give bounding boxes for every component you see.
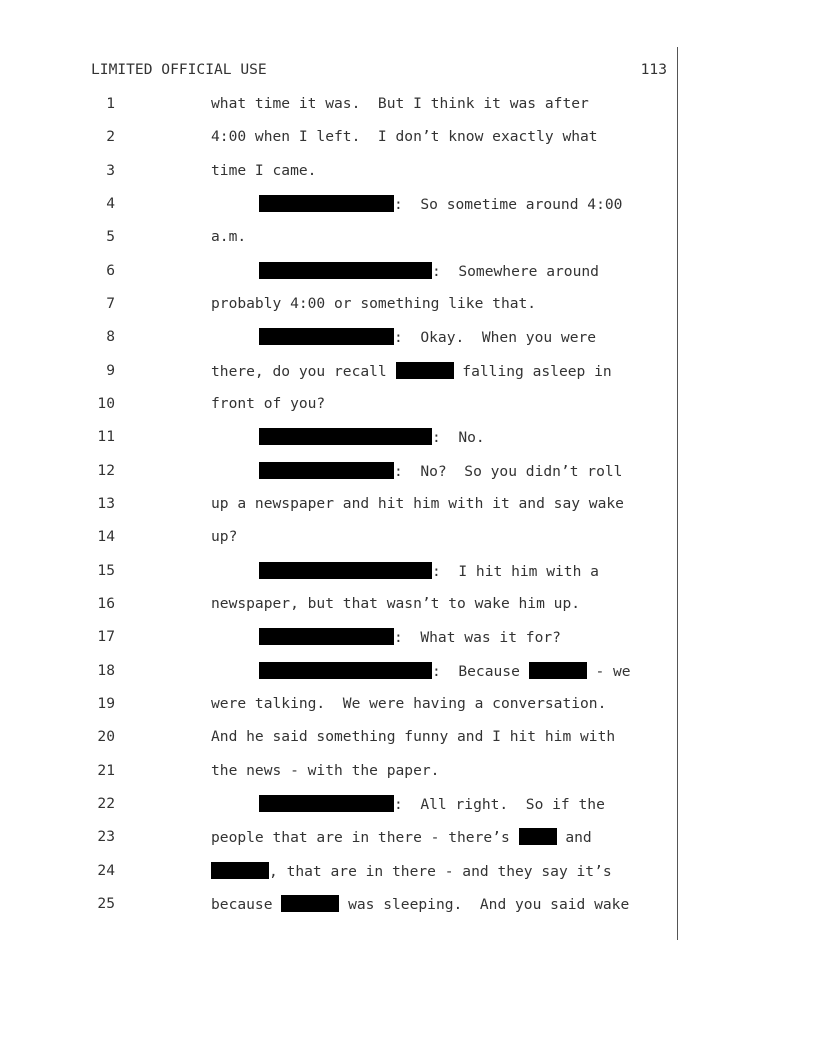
line-number: 23 bbox=[97, 828, 115, 845]
redaction-block bbox=[259, 628, 394, 645]
line-text bbox=[259, 795, 605, 813]
line-text-segment: - we bbox=[586, 663, 631, 680]
line-text-segment: And he said something funny and I hit him with bbox=[211, 728, 616, 745]
line-text-segment: newspaper, but that wasn’t to wake him up. bbox=[211, 595, 581, 612]
line-text-segment: probably 4:00 or something like that. bbox=[211, 295, 537, 312]
line-text bbox=[211, 295, 536, 312]
line-text bbox=[211, 762, 439, 779]
line-text-segment: what time it was. But I think it was after bbox=[211, 95, 589, 112]
redaction-block bbox=[281, 895, 339, 912]
line-number: 7 bbox=[106, 295, 115, 312]
line-number: 13 bbox=[97, 495, 115, 512]
line-text bbox=[211, 495, 624, 512]
line-text-segment: : Because bbox=[432, 663, 529, 680]
line-text-segment: : No. bbox=[432, 429, 485, 446]
line-text-segment: : Okay. When you were bbox=[394, 329, 597, 346]
redaction-block bbox=[259, 195, 394, 212]
line-text-segment: front of you? bbox=[211, 395, 326, 412]
line-text bbox=[211, 162, 316, 179]
redaction-block bbox=[259, 562, 432, 579]
line-text-segment: 4:00 when I left. I don’t know exactly what bbox=[211, 128, 598, 145]
line-text bbox=[211, 528, 237, 545]
line-text bbox=[211, 895, 629, 913]
redaction-block bbox=[259, 662, 432, 679]
line-text bbox=[211, 95, 589, 112]
line-text-segment: : No? So you didn’t roll bbox=[394, 463, 623, 480]
line-number: 3 bbox=[106, 162, 115, 179]
redaction-block bbox=[259, 262, 432, 279]
margin-rule bbox=[677, 47, 678, 940]
line-text bbox=[211, 362, 612, 380]
line-number: 17 bbox=[97, 628, 115, 645]
redaction-block bbox=[259, 462, 394, 479]
line-number: 10 bbox=[97, 395, 115, 412]
redaction-block bbox=[259, 795, 394, 812]
line-number: 1 bbox=[106, 95, 115, 112]
line-text-segment: : I hit him with a bbox=[432, 563, 599, 580]
redaction-block bbox=[396, 362, 454, 379]
line-number: 8 bbox=[106, 328, 115, 345]
line-text-segment: : Somewhere around bbox=[432, 263, 599, 280]
redaction-block bbox=[259, 428, 432, 445]
line-text bbox=[211, 395, 325, 412]
line-number: 15 bbox=[97, 562, 115, 579]
line-text bbox=[211, 595, 580, 612]
redaction-block bbox=[519, 828, 557, 845]
line-text-segment: up a newspaper and hit him with it and say wake bbox=[211, 495, 624, 512]
line-text-segment: were talking. We were having a conversation. bbox=[211, 695, 607, 712]
line-text-segment: : So sometime around 4:00 bbox=[394, 196, 623, 213]
line-text-segment: : What was it for? bbox=[394, 629, 561, 646]
line-text bbox=[211, 828, 592, 846]
line-number: 21 bbox=[97, 762, 115, 779]
line-text bbox=[211, 695, 606, 712]
line-text bbox=[259, 628, 561, 646]
line-text-segment: the news - with the paper. bbox=[211, 762, 440, 779]
line-number: 12 bbox=[97, 462, 115, 479]
line-text bbox=[259, 428, 485, 446]
line-text-segment: : All right. So if the bbox=[394, 796, 605, 813]
line-number: 19 bbox=[97, 695, 115, 712]
line-number: 2 bbox=[106, 128, 115, 145]
line-text bbox=[259, 328, 596, 346]
line-text bbox=[259, 462, 622, 480]
line-number: 14 bbox=[97, 528, 115, 545]
line-text-segment: up? bbox=[211, 528, 238, 545]
line-text-segment: and bbox=[556, 829, 592, 846]
line-number: 4 bbox=[106, 195, 115, 212]
line-number: 20 bbox=[97, 728, 115, 745]
line-text bbox=[259, 195, 622, 213]
line-text-segment: there, do you recall bbox=[211, 363, 396, 380]
line-text bbox=[211, 728, 615, 745]
line-number: 5 bbox=[106, 228, 115, 245]
line-text-segment: , that are in there - and they say it’s bbox=[269, 863, 612, 880]
line-number: 22 bbox=[97, 795, 115, 812]
line-number: 9 bbox=[106, 362, 115, 379]
line-text bbox=[211, 228, 246, 245]
line-text-segment: time I came. bbox=[211, 162, 317, 179]
page-number: 113 bbox=[640, 61, 667, 78]
line-text-segment: was sleeping. And you said wake bbox=[339, 896, 630, 913]
line-text bbox=[259, 262, 599, 280]
line-number: 24 bbox=[97, 862, 115, 879]
redaction-block bbox=[259, 328, 394, 345]
line-text bbox=[259, 662, 631, 680]
line-text bbox=[259, 562, 599, 580]
line-number: 6 bbox=[106, 262, 115, 279]
redaction-block bbox=[211, 862, 269, 879]
line-text-segment: people that are in there - there’s bbox=[211, 829, 519, 846]
line-number: 16 bbox=[97, 595, 115, 612]
line-text-segment: because bbox=[211, 896, 282, 913]
line-number: 25 bbox=[97, 895, 115, 912]
line-number: 11 bbox=[97, 428, 115, 445]
redaction-block bbox=[529, 662, 587, 679]
line-number: 18 bbox=[97, 662, 115, 679]
line-text-segment: falling asleep in bbox=[453, 363, 612, 380]
line-text bbox=[211, 862, 612, 880]
line-text bbox=[211, 128, 598, 145]
line-text-segment: a.m. bbox=[211, 228, 247, 245]
classification-header: LIMITED OFFICIAL USE bbox=[91, 61, 267, 78]
